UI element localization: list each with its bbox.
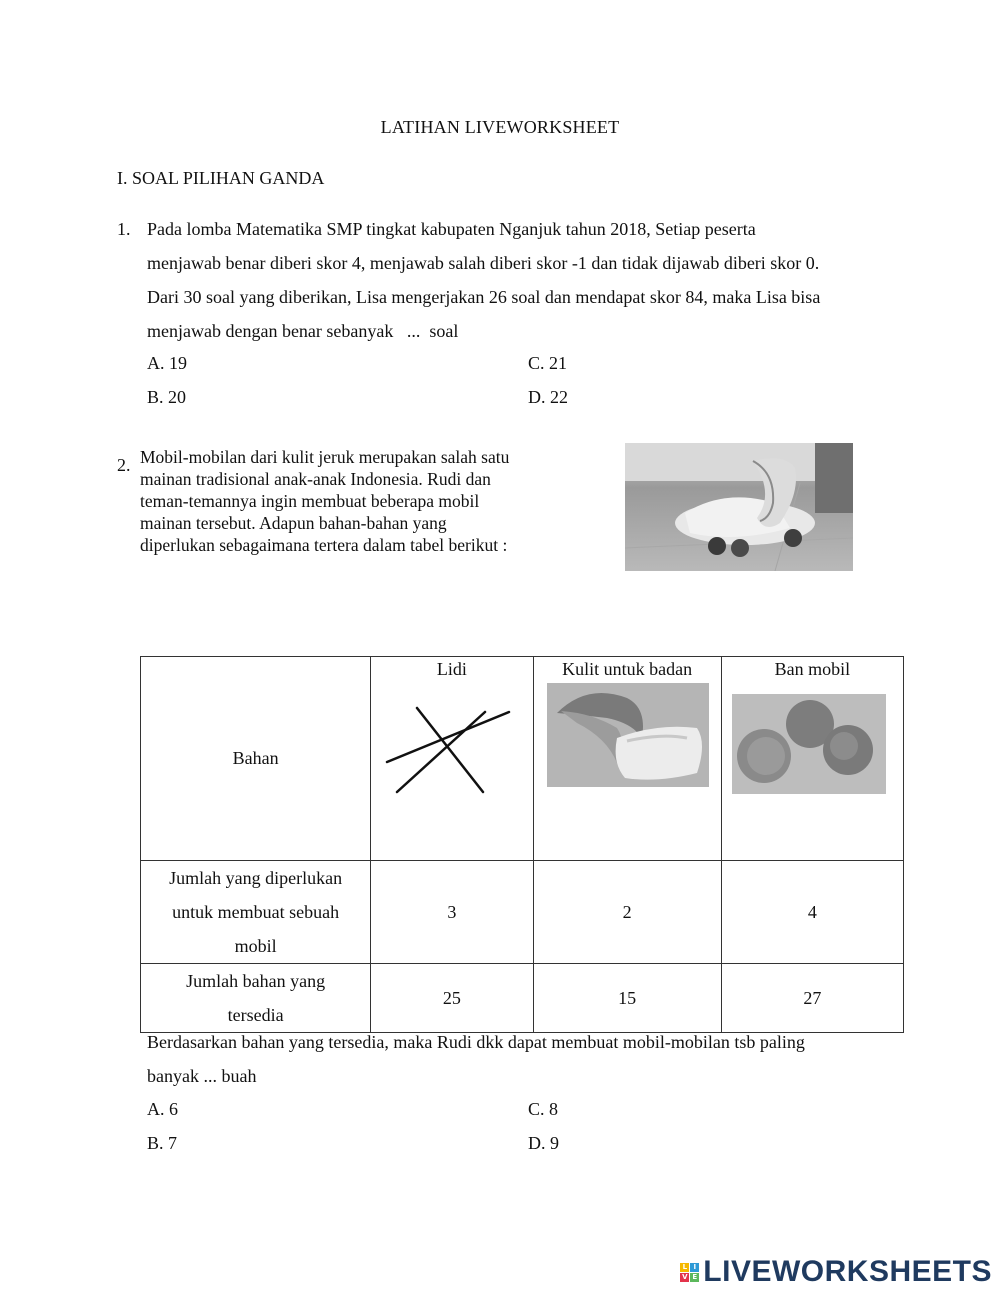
liveworksheets-logo[interactable] — [680, 1255, 992, 1289]
logo-blocks-icon: L I V E — [680, 1263, 699, 1282]
question-2-line: diperlukan sebagaimana tertera dalam tabel berikut : — [140, 535, 508, 555]
q1-option-a[interactable]: A. 19 — [147, 353, 187, 373]
question-1-line: Dari 30 soal yang diberikan, Lisa mengerjakan 26 soal dan mendapat skor 84, maka Lisa bisa — [147, 287, 821, 307]
sticks-drawing — [385, 700, 520, 800]
logo-text: LIVEWORKSHEETS — [703, 1255, 992, 1288]
q2-option-c[interactable]: C. 8 — [528, 1099, 559, 1119]
question-2-text — [140, 446, 568, 556]
available-lidi: 25 — [371, 964, 533, 1033]
required-kulit: 2 — [533, 861, 721, 964]
row-label-required — [141, 861, 371, 964]
question-2-line: Mobil-mobilan dari kulit jeruk merupakan salah satu — [140, 447, 510, 467]
question-2-line: mainan tersebut. Adapun bahan-bahan yang — [140, 513, 447, 533]
worksheet-title: LATIHAN LIVEWORKSHEET — [380, 117, 620, 137]
required-lidi: 3 — [371, 861, 533, 964]
q1-option-d[interactable]: D. 22 — [528, 387, 568, 407]
q2-option-b[interactable]: B. 7 — [147, 1133, 178, 1153]
question-1-line: menjawab dengan benar sebanyak ... soal — [147, 321, 459, 341]
available-ban: 27 — [721, 964, 903, 1033]
question-2-line: mainan tradisional anak-anak Indonesia. Rudi dan — [140, 469, 491, 489]
row-label-line: mobil — [234, 936, 277, 956]
question-1-number: 1. — [117, 219, 131, 239]
table-column-lidi — [371, 657, 533, 861]
followup-line: banyak ... buah — [147, 1066, 257, 1086]
followup-line: Berdasarkan bahan yang tersedia, maka Rudi dkk dapat membuat mobil-mobilan tsb paling — [147, 1032, 805, 1052]
row-label-available — [141, 964, 371, 1033]
column-header-kulit: Kulit untuk badan — [562, 658, 693, 679]
toy-car-photo — [625, 443, 853, 571]
question-1-line: menjawab benar diberi skor 4, menjawab salah diberi skor -1 dan tidak dijawab diberi skor 0. — [147, 253, 820, 273]
section-heading: I. SOAL PILIHAN GANDA — [117, 168, 325, 188]
row-label-line: tersedia — [227, 1005, 284, 1025]
q2-option-d[interactable]: D. 9 — [528, 1133, 559, 1153]
orange-peel-photo — [547, 683, 709, 787]
row-label-line: untuk membuat sebuah — [172, 902, 340, 922]
row-label-line: Jumlah bahan yang — [186, 971, 326, 991]
row-label-line: Jumlah yang diperlukan — [169, 868, 343, 888]
table-row-header-cell — [141, 657, 371, 861]
table-row-header: Bahan — [232, 748, 279, 768]
question-1-line: Pada lomba Matematika SMP tingkat kabupaten Nganjuk tahun 2018, Setiap peserta — [147, 219, 756, 239]
question-2-followup — [147, 1025, 880, 1093]
q1-option-b[interactable]: B. 20 — [147, 387, 187, 407]
q2-option-a[interactable]: A. 6 — [147, 1099, 178, 1119]
q1-option-c[interactable]: C. 21 — [528, 353, 568, 373]
available-kulit: 15 — [533, 964, 721, 1033]
column-header-lidi: Lidi — [436, 658, 467, 679]
materials-table — [140, 656, 904, 1033]
question-2-line: teman-temannya ingin membuat beberapa mobil — [140, 491, 480, 511]
table-column-kulit — [533, 657, 721, 861]
wheels-photo — [732, 694, 886, 794]
question-1-text — [147, 212, 880, 348]
table-column-ban — [721, 657, 903, 861]
question-2-number: 2. — [117, 455, 131, 475]
required-ban: 4 — [721, 861, 903, 964]
column-header-ban: Ban mobil — [774, 658, 851, 679]
